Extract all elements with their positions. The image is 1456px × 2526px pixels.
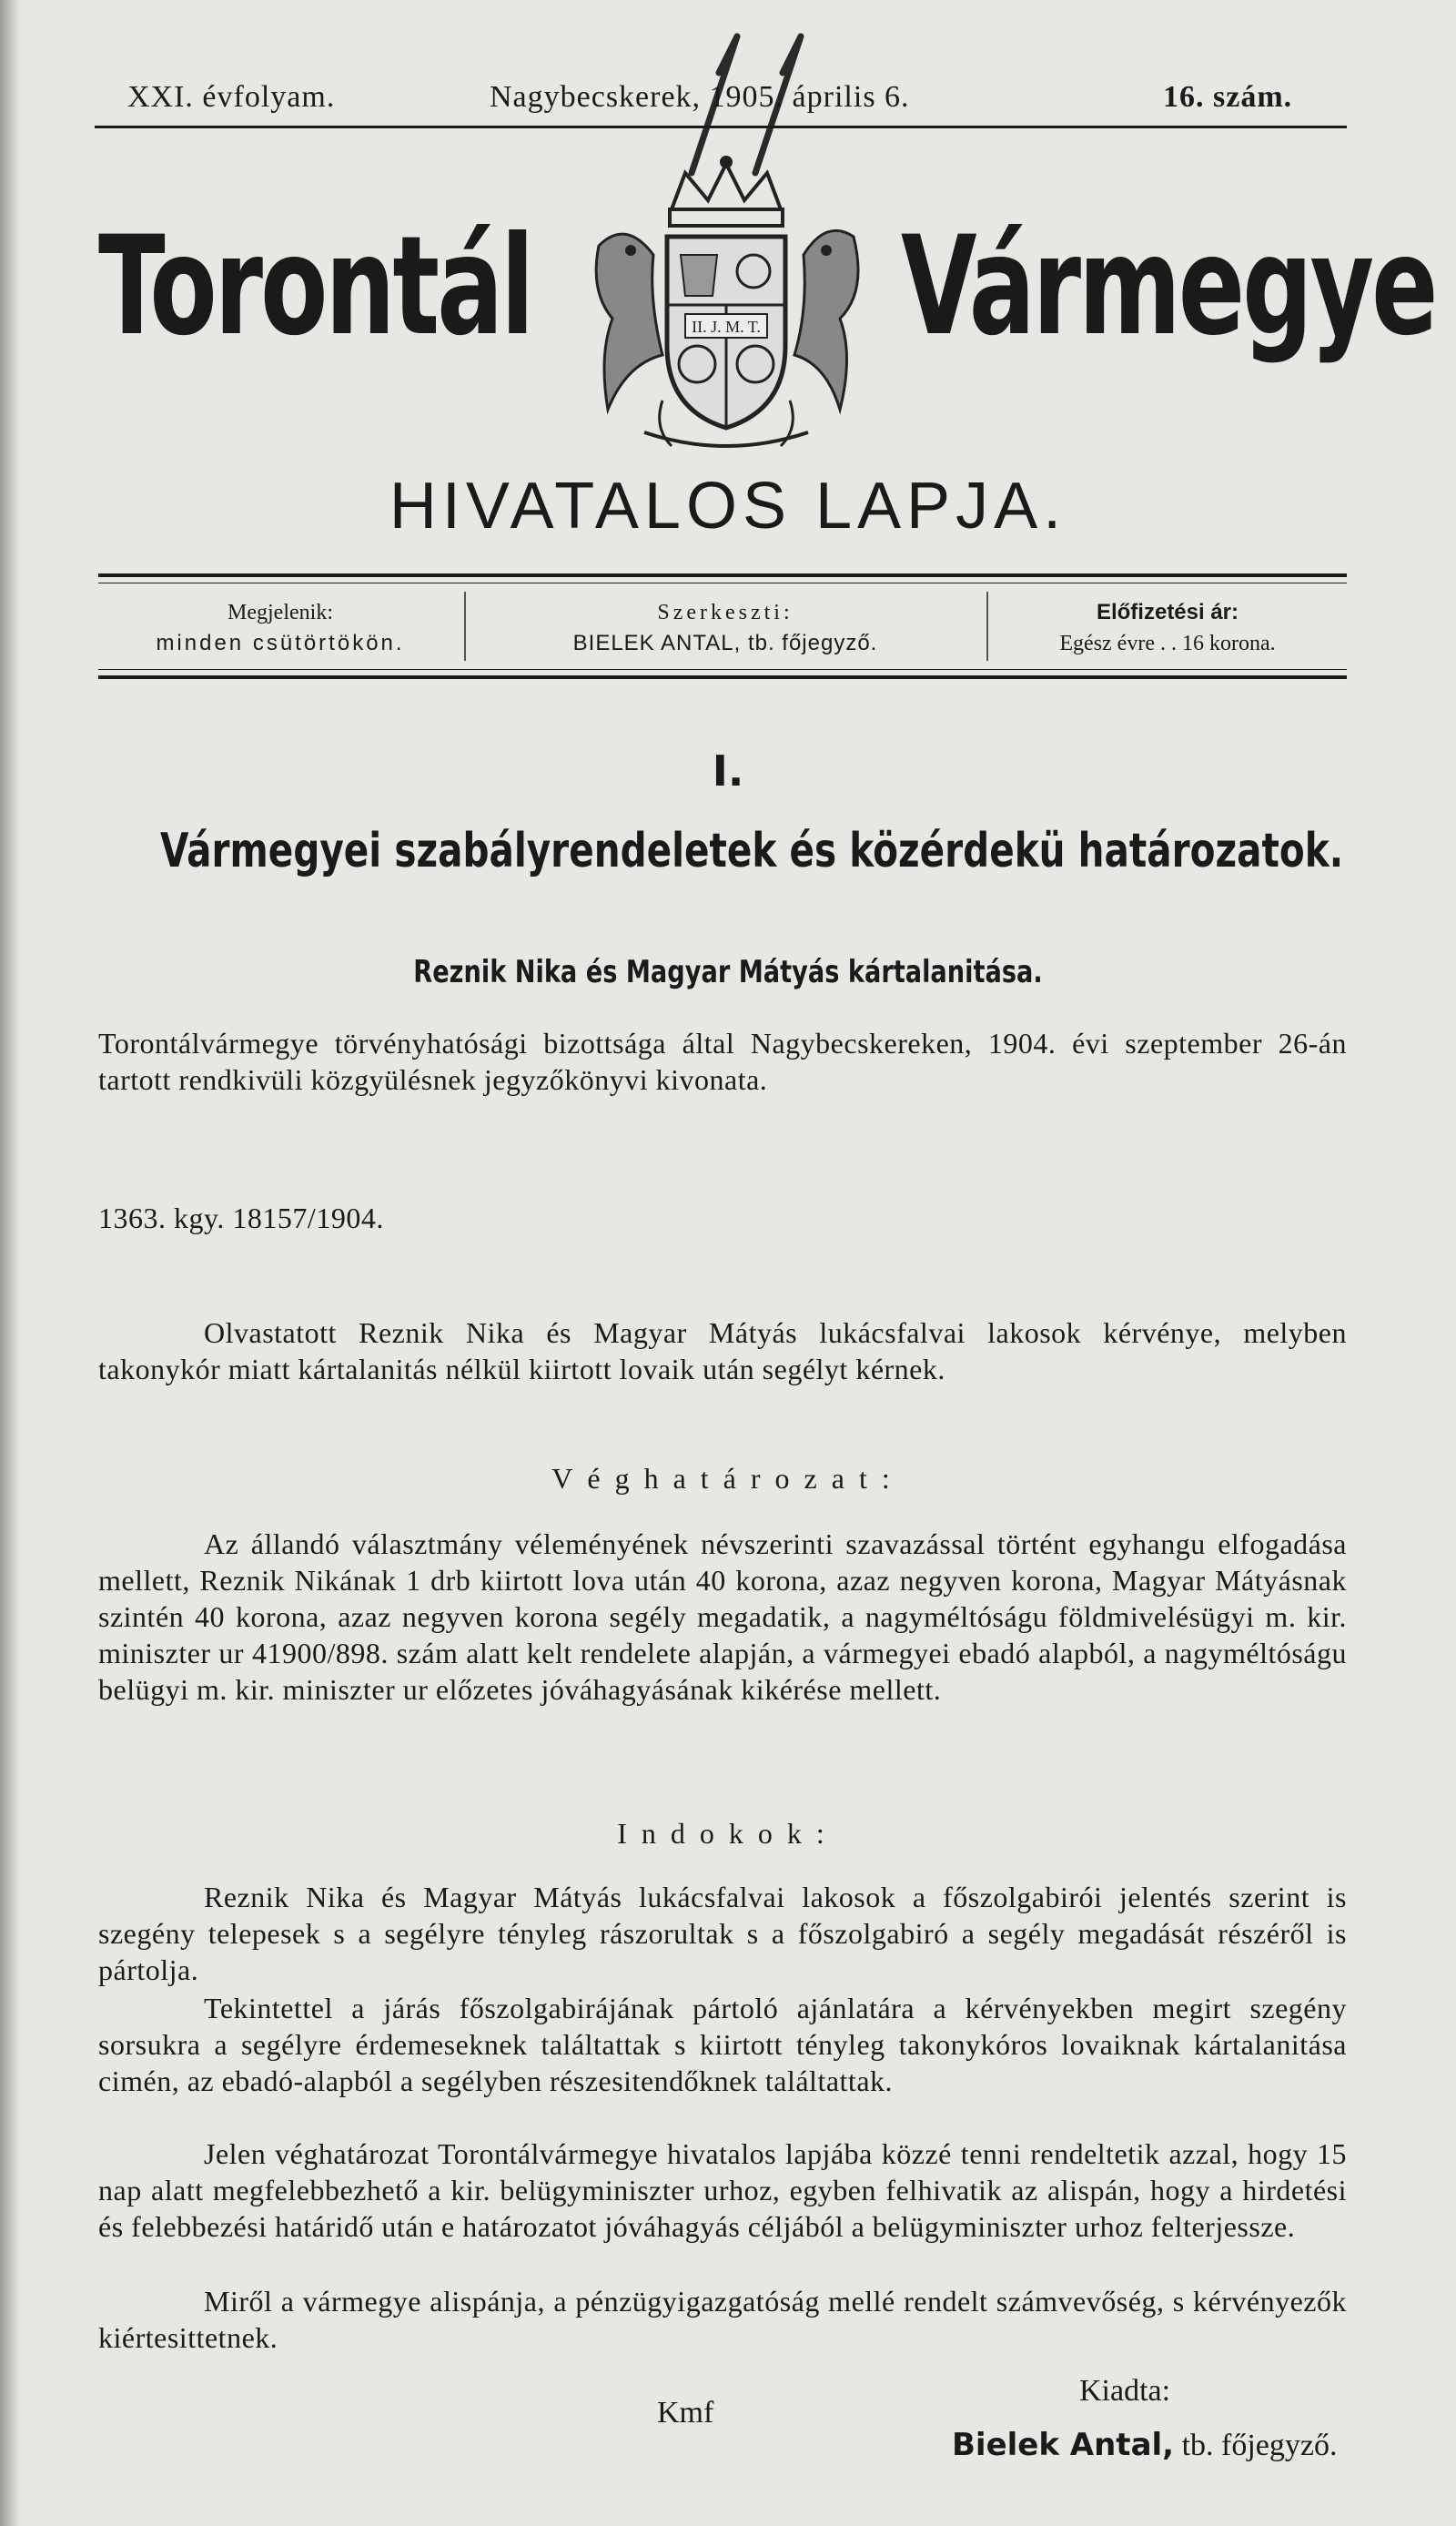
issued-by-label: Kiadta: (1079, 2374, 1171, 2408)
signer-name: Bielek Antal, (952, 2427, 1175, 2463)
editor-label: Szerkeszti: (657, 601, 794, 624)
kmf-label: Kmf (657, 2396, 714, 2430)
issue-number: 16. szám. (1163, 80, 1293, 114)
schedule-label: Megjelenik: (228, 601, 333, 624)
header-rule (95, 126, 1347, 128)
section-title: Vármegyei szabályrendeletek és közérdekü határozatok. (160, 824, 1344, 878)
reason-paragraph-4: Miről a vármegye alispánja, a pénzügyigazgatóság mellé rendelt számvevőség, s kérvényezők kiértesittetnek. (98, 2285, 1347, 2354)
info-bottom-rule-thin (98, 669, 1347, 670)
masthead-left-word: Torontál (98, 208, 532, 366)
reason-paragraph-1: Reznik Nika és Magyar Mátyás lukácsfalvai lakosok a főszolgabirói jelentés szerint is szegény telepesek s a segélyre tényleg rászorultak s a főszolgabiró a segély megadását részéről is pártolja. (98, 1881, 1347, 1986)
issue-header-line (127, 80, 1329, 117)
subscription-label: Előfizetési ár: (1096, 600, 1239, 624)
signature-line (952, 2427, 1337, 2463)
masthead-subtitle: HIVATALOS LAPJA. (389, 470, 1067, 543)
info-editor (466, 597, 985, 659)
section-numeral: I. (712, 746, 744, 796)
schedule-value: minden csütörtökön. (156, 631, 405, 655)
reason-paragraph-2: Tekintettel a járás főszolgabirájának pártoló ajánlatára a kérvényekben megirt szegény sorsukra a segélyre érdemeseknek találtattak s kiirtott tényleg takonykóros lovaiknak kártalanitása cimén, az ebadó-alapból a segélyben részesitendőknek találtattak. (98, 1992, 1347, 2097)
masthead-right-word: Vármegye (901, 208, 1436, 366)
editor-value: BIELEK ANTAL, tb. főjegyző. (572, 631, 878, 655)
decision-heading: Véghatározat: (551, 1462, 905, 1495)
crest-letters: II. J. M. T. (692, 318, 761, 336)
signer-title: tb. főjegyző. (1181, 2429, 1338, 2462)
subscription-value: Egész évre . . 16 korona. (1059, 632, 1276, 655)
intro-paragraph: Torontálvármegye törvényhatósági bizottsága által Nagybecskereken, 1904. évi szeptember 26-án tartott rendkivüli közgyülésnek jegyzőkönyvi kivonata. (98, 1027, 1347, 1096)
coat-of-arms-crest (562, 137, 890, 464)
reasons-heading: Indokok: (617, 1817, 839, 1850)
place-date: Nagybecskerek, 1905. április 6. (490, 80, 910, 114)
article-title: Reznik Nika és Magyar Mátyás kártalanitása. (413, 954, 1043, 990)
reason-paragraph-3: Jelen véghatározat Torontálvármegye hivatalos lapjába közzé tenni rendeltetik azzal, hogy 15 nap alatt megfelebbezhető a kir. belügyminiszter urhoz, egyben felhivatik az alispán, hogy a hirdetési és felebbezési határidő után e határozatot jóváhagyás céljából a belügyminiszter urhoz felterjessze. (98, 2137, 1347, 2243)
reference-number: 1363. kgy. 18157/1904. (98, 1202, 384, 1234)
petition-paragraph: Olvastatott Reznik Nika és Magyar Mátyás lukácsfalvai lakosok kérvénye, melyben takonykór miatt kártalanitás nélkül kiirtott lovaik után segélyt kérnek. (98, 1316, 1347, 1385)
info-subscription (988, 597, 1347, 659)
volume-label: XXI. évfolyam. (127, 80, 336, 114)
page-edge-shadow (0, 0, 20, 2526)
info-publication-schedule (98, 597, 462, 659)
info-bottom-rule (98, 675, 1347, 679)
info-top-rule (98, 573, 1347, 577)
decision-paragraph: Az állandó választmány véleményének névszerinti szavazással történt egyhangu elfogadása mellett, Reznik Nikának 1 drb kiirtott lova után 40 korona, azaz negyven korona, Magyar Mátyásnak szintén 40 korona, azaz negyven korona segély megadatik, a nagyméltóságu földmivelésügyi m. kir. miniszter ur 41900/898. szám alatt kelt rendelete alapján, a vármegyei ebadó alapból, a nagyméltóságu belügyi m. kir. miniszter ur előzetes jóváhagyásának kikérése mellett. (98, 1527, 1347, 1706)
